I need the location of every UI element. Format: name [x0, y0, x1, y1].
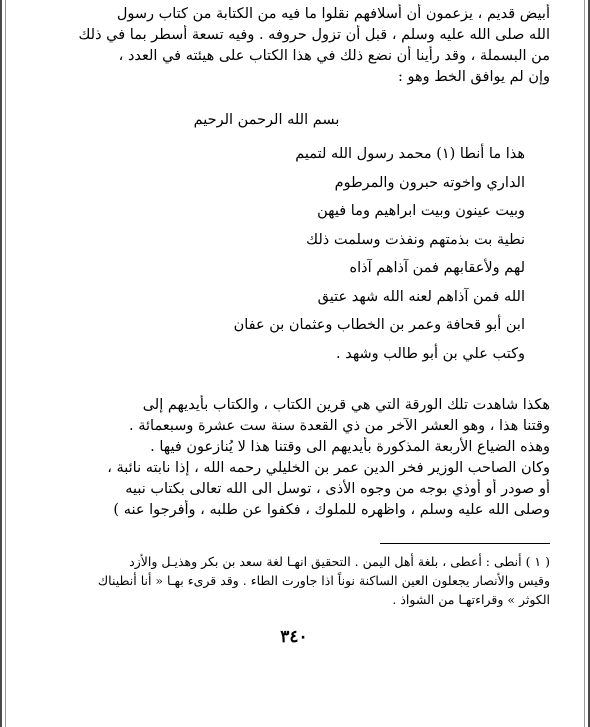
paragraph-intro	[38, 4, 550, 88]
paragraph-line: وهذه الضياع الأربعة المذكورة بأيديهم الى وقتنا هذا لا يُنازعون فيها .	[150, 439, 550, 455]
document-page	[38, 4, 550, 647]
paragraph-line: وصلى الله عليه وسلم ، واظهره للملوك ، فكفوا عن طلبه ، وأفرجوا عنه )	[113, 502, 550, 518]
document-line: ابن أبو قحافة وعمر بن الخطاب وعثمان بن عفان	[233, 317, 525, 333]
frame-left-rule	[5, 0, 6, 727]
document-line: هذا ما أنطا (١) محمد رسول الله لتميم	[295, 146, 525, 162]
document-line: لهم ولأعقابهم فمن آذاهم آذاه	[349, 260, 525, 276]
document-line: وكتب علي بن أبو طالب وشهد .	[335, 345, 525, 362]
footnote-divider	[380, 543, 550, 544]
document-line: الداري واخوته حبرون والمرطوم	[334, 174, 525, 191]
footnote-line: وقيس والأنصار يجعلون العين الساكنة نوناً اذا جاورت الطاء . وقد قرىء بهـا « أنا أنطيناك	[97, 573, 550, 588]
paragraph-narrative	[38, 395, 550, 521]
document-line: نطية بت بذمتهم ونفذت وسلمت ذلك	[306, 231, 525, 248]
frame-right-rule	[584, 0, 585, 727]
paragraph-line: وقتنا هذا ، وهو العشر الآخر من ذي القعدة سنة ست عشرة وسبعمائة .	[129, 418, 550, 434]
footnote	[38, 552, 550, 609]
document-line: الله فمن آذاهم لعنه الله شهد عتيق	[317, 288, 525, 305]
paragraph-line: وكان الصاحب الوزير فخر الدين عمر بن الخليلي رحمه الله ، إذا نابته نائبة ،	[107, 460, 550, 476]
paragraph-line: هكذا شاهدت تلك الورقة التي هي قرين الكتاب ، والكتاب بأيديهم إلى	[142, 397, 550, 413]
basmala-heading: بسم الله الرحمن الرحيم	[193, 112, 340, 128]
document-text-block	[38, 140, 550, 368]
paragraph-line: أبيض قديم ، يزعمون أن أسلافهم نقلوا ما فيه من الكتابة من كتاب رسول	[116, 6, 550, 22]
page-number: ٣٤٠	[280, 627, 308, 647]
footnote-line: الكوثر » وقراءتهـا من الشواذ .	[392, 592, 550, 607]
paragraph-line: الله صلى الله عليه وسلم ، قبل أن تزول حروفه . وفيه تسعة أسطر بما في ذلك	[78, 27, 550, 43]
footnote-line: ( ١ ) أنطى : أعطى ، بلغة أهل اليمن . التحقيق انهـا لغة سعد بن بكر وهذيـل والأزد	[129, 554, 550, 569]
paragraph-line: وإن لم يوافق الخط وهو :	[398, 69, 550, 85]
paragraph-line: من البسملة ، وقد رأينا أن نضع ذلك في هذا الكتاب على هيئته في العدد ،	[118, 48, 550, 64]
document-line: وبيت عينون وبيت ابراهيم وما فيهن	[317, 203, 525, 219]
paragraph-line: أو صودر أو أوذي بوجه من وجوه الأذى ، توسل الى الله تعالى بكتاب نبيه	[125, 481, 550, 497]
